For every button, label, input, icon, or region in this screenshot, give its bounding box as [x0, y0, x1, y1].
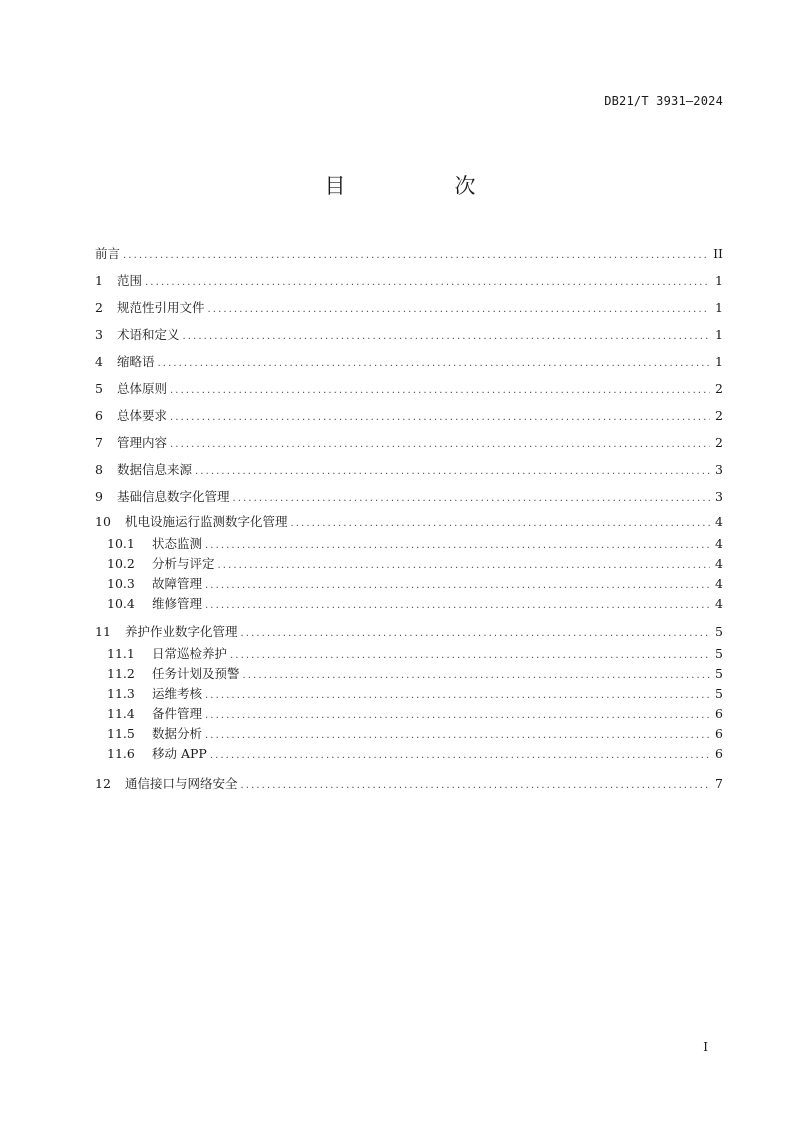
toc-entry-page: 2	[715, 435, 723, 450]
toc-entry[interactable]	[95, 594, 723, 614]
toc-entry[interactable]	[95, 267, 723, 294]
toc-entry[interactable]	[95, 456, 723, 483]
toc-entry-page: 1	[715, 273, 723, 288]
dot-leader	[210, 746, 710, 766]
toc-entry-page: 7	[715, 776, 723, 791]
toc-entry-label: 总体原则	[117, 381, 168, 396]
dot-leader	[205, 726, 710, 746]
toc-entry[interactable]	[95, 429, 723, 456]
toc-entry-number: 10.4	[107, 596, 135, 611]
toc-entry-label: 移动 APP	[152, 746, 207, 761]
toc-entry-page: 4	[715, 576, 723, 591]
toc-entry[interactable]	[95, 510, 723, 534]
dot-leader	[291, 512, 710, 536]
dot-leader	[205, 536, 710, 556]
toc-entry-page: 5	[715, 686, 723, 701]
dot-leader	[241, 622, 710, 646]
toc-entry-page: 2	[715, 408, 723, 423]
toc-entry-label: 日常巡检养护	[152, 646, 228, 661]
dot-leader	[183, 323, 710, 350]
toc-entry[interactable]	[95, 402, 723, 429]
toc-entry-page: 6	[715, 706, 723, 721]
toc-entry-number: 5	[95, 381, 103, 396]
toc-entry-page: 5	[715, 666, 723, 681]
toc-entry-number: 10	[95, 514, 111, 529]
toc-entry[interactable]	[95, 348, 723, 375]
toc-entry-label: 分析与评定	[152, 556, 215, 571]
toc-entry-page: 4	[715, 514, 723, 529]
dot-leader	[195, 458, 710, 485]
toc-entry-label: 故障管理	[152, 576, 203, 591]
toc-entry-page: 2	[715, 381, 723, 396]
toc-entry-label: 维修管理	[152, 596, 203, 611]
toc-entry-number: 11.1	[107, 646, 135, 661]
toc-entry-number: 2	[95, 300, 103, 315]
toc-entry-label: 术语和定义	[117, 327, 180, 342]
toc-entry[interactable]	[95, 294, 723, 321]
dot-leader	[218, 556, 710, 576]
dot-leader	[205, 576, 710, 596]
toc-entry-label: 机电设施运行监测数字化管理	[125, 514, 288, 529]
toc-entry[interactable]	[95, 704, 723, 724]
toc-entry-page: 4	[715, 536, 723, 551]
dot-leader	[205, 686, 710, 706]
toc-entry-page: 3	[715, 489, 723, 504]
toc-entry[interactable]	[95, 770, 723, 797]
footer-page-number: I	[703, 1040, 708, 1054]
toc-entry-number: 10.3	[107, 576, 135, 591]
toc-entry-number: 7	[95, 435, 103, 450]
toc-entry-label: 范围	[117, 273, 143, 288]
toc-entry-number: 10.1	[107, 536, 135, 551]
toc-entry-number: 6	[95, 408, 103, 423]
toc-entry-number: 9	[95, 489, 103, 504]
toc-entry-number: 11.3	[107, 686, 135, 701]
toc-entry-label: 备件管理	[152, 706, 203, 721]
toc-entry-number: 11.4	[107, 706, 135, 721]
toc-entry-number: 10.2	[107, 556, 135, 571]
toc-entry-label: 缩略语	[117, 354, 155, 369]
toc-entry-label: 任务计划及预警	[152, 666, 240, 681]
toc-entry-page: 3	[715, 462, 723, 477]
document-code: DB21/T 3931—2024	[604, 94, 723, 108]
toc-entry-number: 3	[95, 327, 103, 342]
toc-entry-page: 6	[715, 746, 723, 761]
toc-entry[interactable]	[95, 724, 723, 744]
toc-entry-page: II	[713, 246, 723, 261]
table-of-contents	[95, 240, 723, 797]
toc-entry-page: 4	[715, 596, 723, 611]
toc-entry-label: 总体要求	[117, 408, 168, 423]
toc-entry[interactable]	[95, 664, 723, 684]
toc-entry-number: 11.6	[107, 746, 135, 761]
dot-leader	[170, 377, 710, 404]
toc-entry-number: 4	[95, 354, 103, 369]
dot-leader	[170, 404, 710, 431]
toc-entry-label: 数据信息来源	[117, 462, 193, 477]
toc-entry-label: 运维考核	[152, 686, 203, 701]
toc-entry[interactable]	[95, 554, 723, 574]
toc-entry-number: 8	[95, 462, 103, 477]
toc-entry-page: 5	[715, 624, 723, 639]
dot-leader	[123, 242, 710, 269]
toc-entry[interactable]	[95, 620, 723, 644]
toc-entry[interactable]	[95, 483, 723, 510]
dot-leader	[208, 296, 710, 323]
dot-leader	[241, 772, 710, 799]
toc-entry[interactable]	[95, 321, 723, 348]
toc-entry[interactable]	[95, 684, 723, 704]
toc-entry-page: 4	[715, 556, 723, 571]
toc-entry-number: 1	[95, 273, 103, 288]
toc-entry-page: 1	[715, 300, 723, 315]
toc-entry-number: 11	[95, 624, 111, 639]
toc-entry-page: 5	[715, 646, 723, 661]
toc-entry[interactable]	[95, 534, 723, 554]
toc-entry-label: 养护作业数字化管理	[125, 624, 238, 639]
toc-entry[interactable]	[95, 574, 723, 594]
toc-entry-label: 前言	[95, 246, 121, 261]
toc-entry-label: 规范性引用文件	[117, 300, 205, 315]
toc-entry-label: 通信接口与网络安全	[125, 776, 238, 791]
toc-title: 目 次	[324, 174, 520, 198]
toc-entry[interactable]	[95, 644, 723, 664]
toc-entry-label: 基础信息数字化管理	[117, 489, 230, 504]
toc-entry-label: 状态监测	[152, 536, 203, 551]
toc-entry-number: 11.5	[107, 726, 135, 741]
toc-entry[interactable]	[95, 240, 723, 267]
toc-entry-page: 1	[715, 354, 723, 369]
dot-leader	[158, 350, 710, 377]
dot-leader	[205, 596, 710, 616]
toc-entry-number: 11.2	[107, 666, 135, 681]
dot-leader	[145, 269, 710, 296]
toc-entry-number: 12	[95, 776, 111, 791]
dot-leader	[205, 706, 710, 726]
toc-entry-label: 数据分析	[152, 726, 203, 741]
dot-leader	[170, 431, 710, 458]
toc-entry[interactable]	[95, 744, 723, 764]
toc-entry-page: 1	[715, 327, 723, 342]
dot-leader	[230, 646, 710, 666]
toc-entry[interactable]	[95, 375, 723, 402]
dot-leader	[243, 666, 710, 686]
toc-entry-page: 6	[715, 726, 723, 741]
toc-entry-label: 管理内容	[117, 435, 168, 450]
dot-leader	[233, 485, 710, 512]
